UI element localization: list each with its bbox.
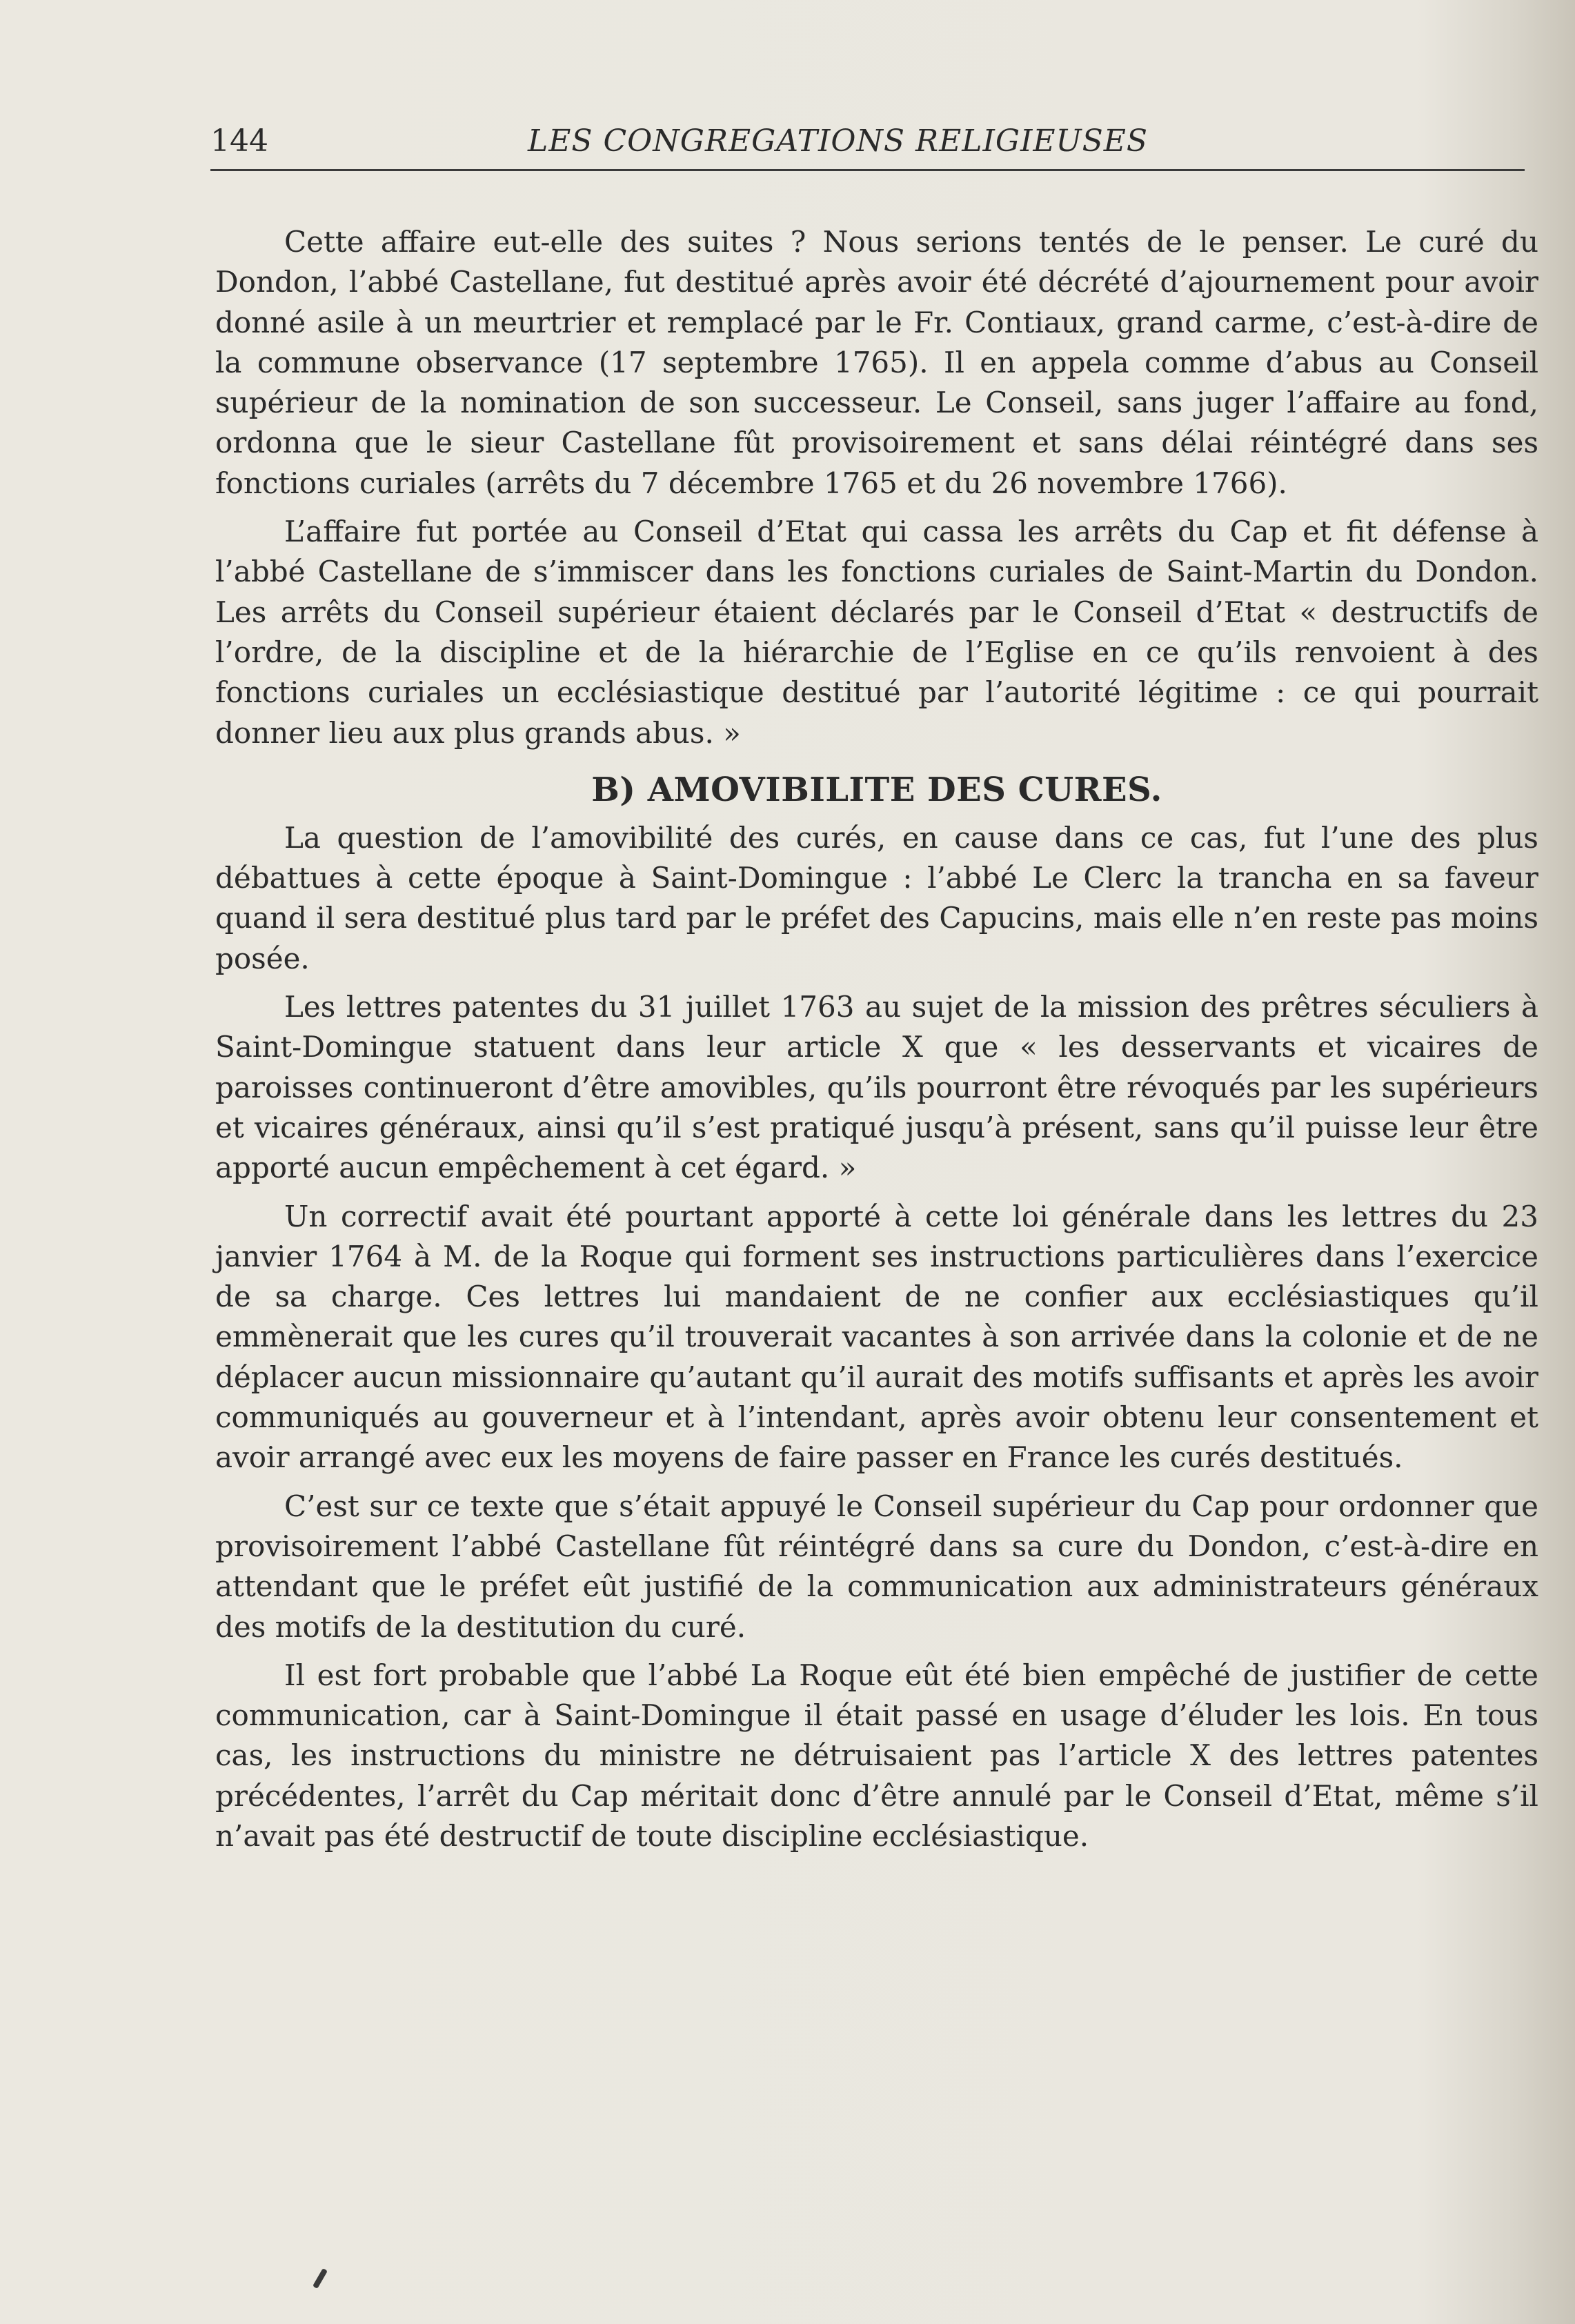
page-body (215, 222, 1538, 1865)
running-title: LES CONGREGATIONS RELIGIEUSES (528, 123, 1149, 159)
page-header (210, 114, 1525, 171)
paragraph-5: Un correctif avait été pourtant apporté à cette loi générale dans les lettres du 23 janvier 1764 à M. de la Roque qui forment ses instructions particulières dans l’exercice de sa charge. Ces lettres lui mandaient de ne confier aux ecclésiastiques qu’il emmènerait que les cures qu’il trouverait vacantes à son arrivée dans la colonie et de ne déplacer aucun missionnaire qu’autant qu’il aurait des motifs suffisants et après les avoir communiqués au gouverneur et à l’intendant, après avoir obtenu leur consentement et avoir arrangé avec eux les moyens de faire passer en France les curés destitués. (215, 1199, 1538, 1475)
page-number: 144 (210, 123, 268, 159)
paragraph-4: Les lettres patentes du 31 juillet 1763 au sujet de la mission des prêtres séculiers à Saint-Domingue statuent dans leur article X que « les desservants et vicaires de paroisses continueront d’être amovibles, qu’ils pourront être révoqués par les supérieurs et vicaires généraux, ainsi qu’il s’est pratiqué jusqu’à présent, sans qu’il puisse leur être apporté aucun empêchement à cet égard. » (215, 990, 1538, 1185)
paragraph-1: Cette affaire eut-elle des suites ? Nous serions tentés de le penser. Le curé du Dondon, l’abbé Castellane, fut destitué après avoir été décrété d’ajournement pour avoir donné asile à un meurtrier et remplacé par le Fr. Contiaux, grand carme, c’est-à-dire de la commune observance (17 septembre 1765). Il en appela comme d’abus au Conseil supérieur de la nomination de son successeur. Le Conseil, sans juger l’affaire au fond, ordonna que le sieur Castellane fût provisoirement et sans délai réintégré dans ses fonctions curiales (arrêts du 7 décembre 1765 et du 26 novembre 1766). (215, 225, 1538, 500)
paragraph-7: Il est fort probable que l’abbé La Roque eût été bien empêché de justifier de cette communication, car à Saint-Domingue il était passé en usage d’éluder les lois. En tous cas, les instructions du ministre ne détruisaient pas l’article X des lettres patentes précédentes, l’arrêt du Cap méritait donc d’être annulé par le Conseil d’Etat, même s’il n’avait pas été destructif de toute discipline ecclésiastique. (215, 1658, 1538, 1853)
paragraph-2: L’affaire fut portée au Conseil d’Etat qui cassa les arrêts du Cap et fit défense à l’abbé Castellane de s’immiscer dans les fonctions curiales de Saint-Martin du Dondon. Les arrêts du Conseil supérieur étaient déclarés par le Conseil d’Etat « destructifs de l’ordre, de la discipline et de la hiérarchie de l’Eglise en ce qu’ils renvoient à des fonctions curiales un ecclésiastique destitué par l’autorité légitime : ce qui pourrait donner lieu aux plus grands abus. » (215, 515, 1538, 750)
section-heading: B) AMOVIBILITE DES CURES. (591, 770, 1162, 809)
paragraph-3: La question de l’amovibilité des curés, en cause dans ce cas, fut l’une des plus débattues à cette époque à Saint-Domingue : l’abbé Le Clerc la trancha en sa faveur quand il sera destitué plus tard par le préfet des Capucins, mais elle n’en reste pas moins posée. (215, 820, 1538, 975)
pencil-mark (313, 2268, 328, 2289)
paragraph-6: C’est sur ce texte que s’était appuyé le Conseil supérieur du Cap pour ordonner que provisoirement l’abbé Castellane fût réintégré dans sa cure du Dondon, c’est-à-dire en attendant que le préfet eût justifié de la communication aux administrateurs généraux des motifs de la destitution du curé. (215, 1489, 1538, 1644)
